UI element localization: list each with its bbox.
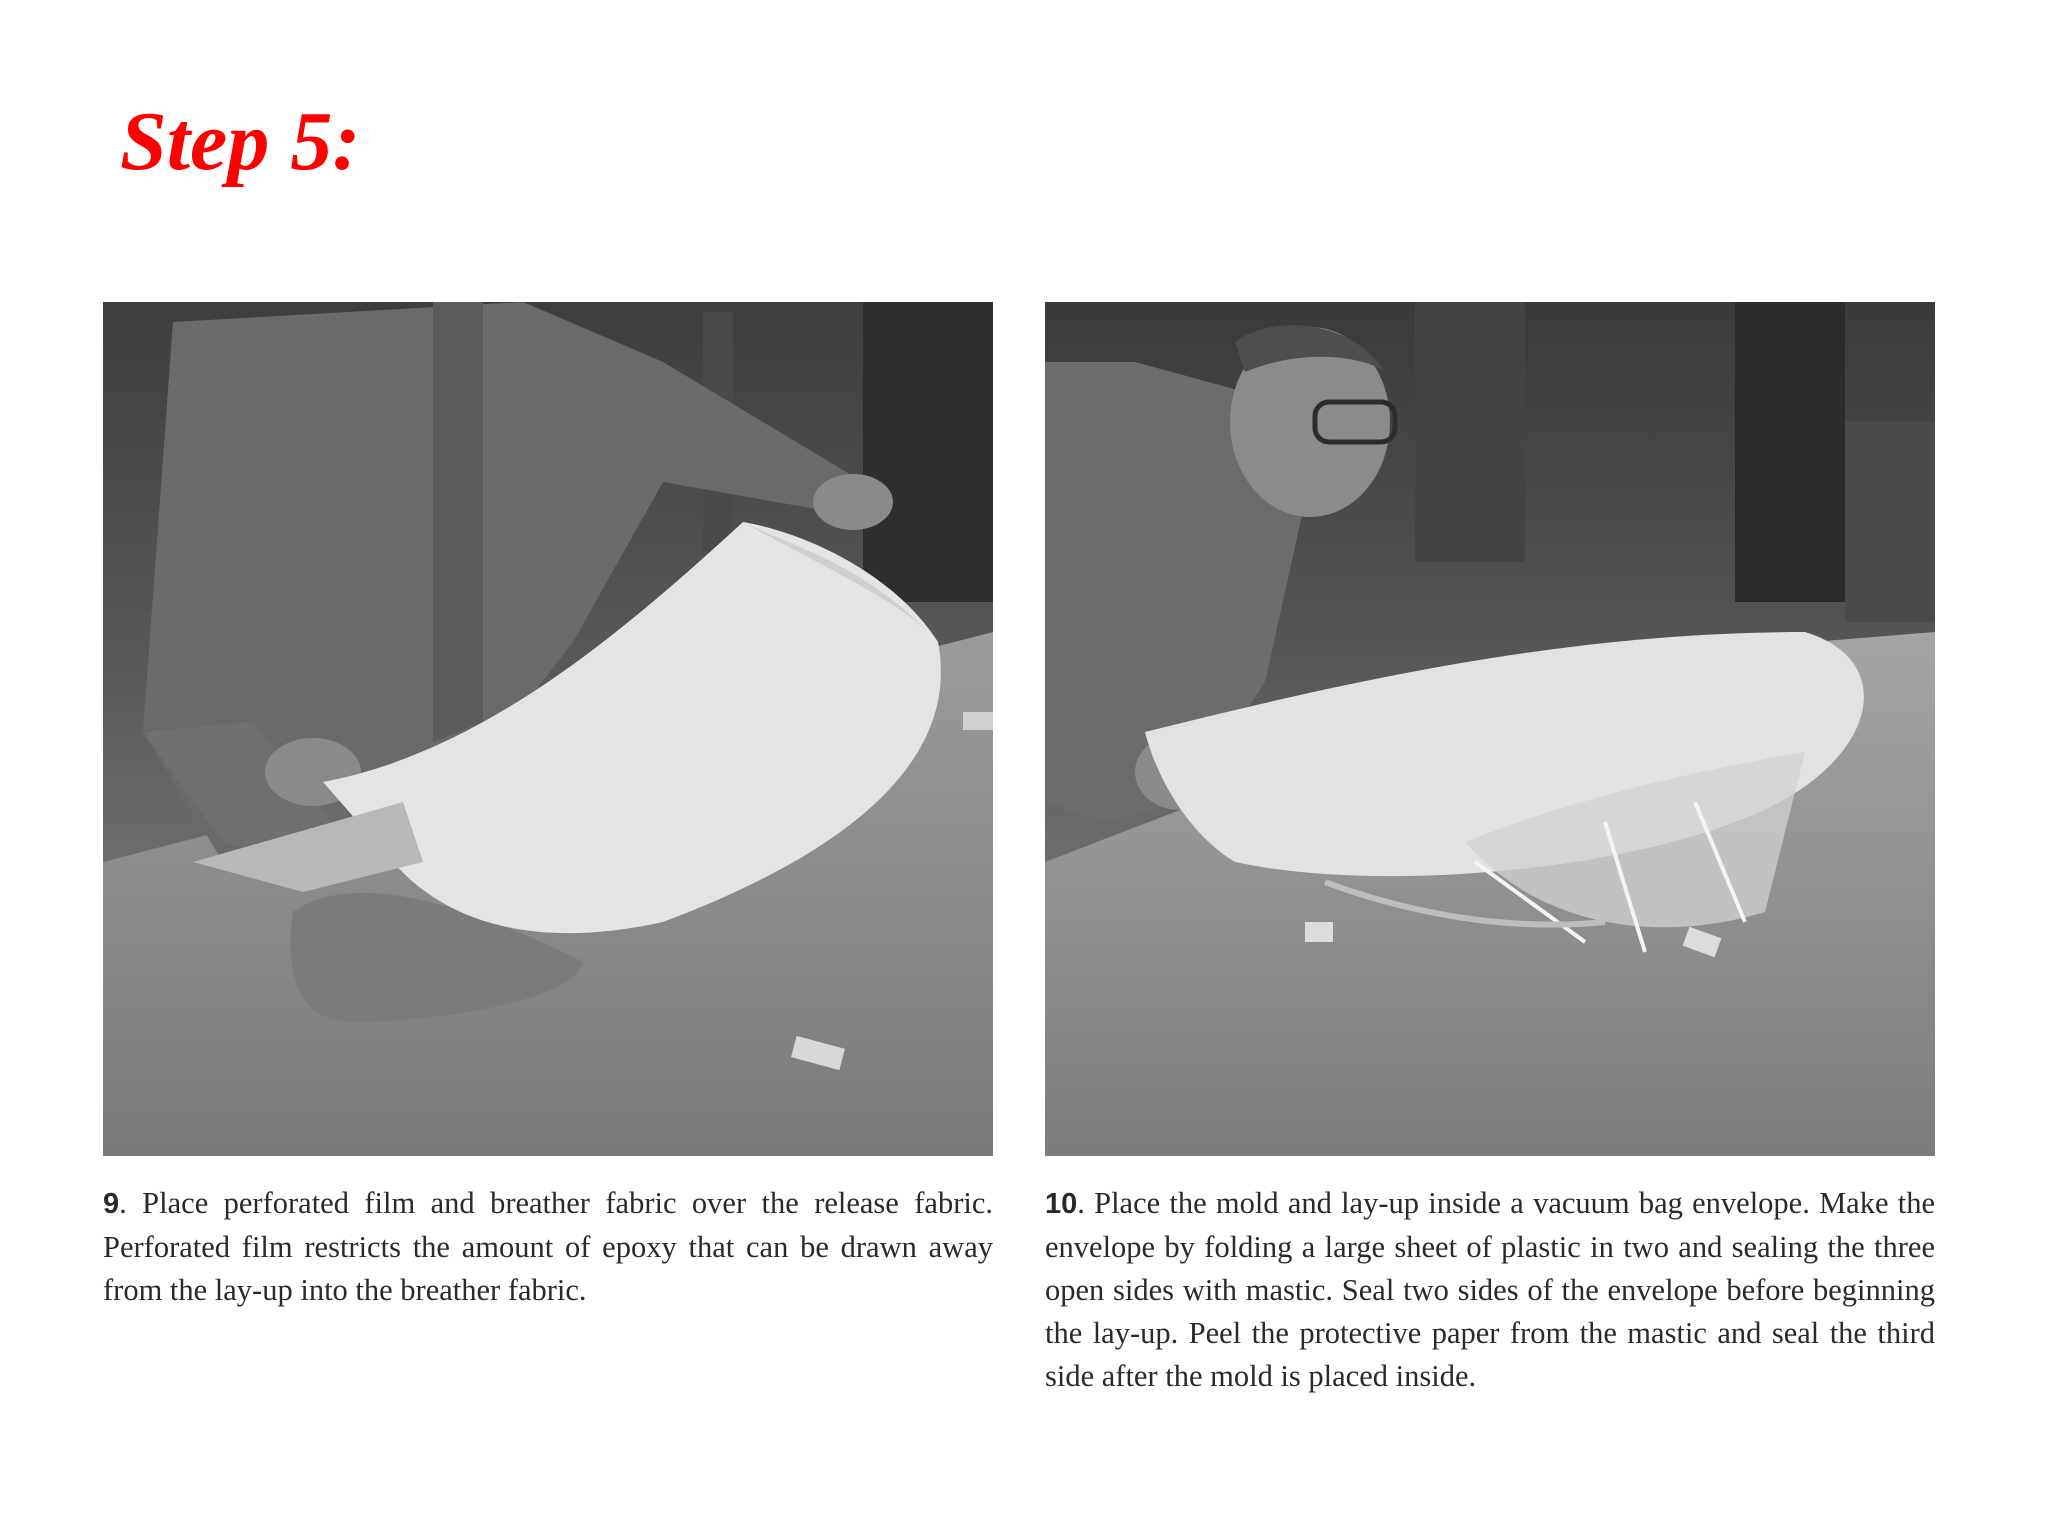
caption-text: . Place perforated film and breather fabric over the release fabric. Perforated film restricts the amount of epoxy that can be drawn away from the lay-up into the breather fabric. — [103, 1186, 993, 1307]
figure-9 — [103, 302, 993, 1312]
photo-perforated-film — [103, 302, 993, 1156]
caption-number: 9 — [103, 1188, 120, 1220]
figure-10 — [1045, 302, 1935, 1398]
page-title: Step 5: — [120, 95, 361, 188]
photo-vacuum-bag — [1045, 302, 1935, 1156]
caption-number: 10 — [1045, 1188, 1078, 1220]
caption-10 — [1045, 1182, 1935, 1398]
caption-text: . Place the mold and lay-up inside a vacuum bag envelope. Make the envelope by folding a large sheet of plastic in two and sealing the three open sides with mastic. Seal two sides of the envelope before beginning the lay-up. Peel the protective paper from the mastic and seal the third side after the mold is placed inside. — [1045, 1186, 1935, 1393]
caption-9 — [103, 1182, 993, 1312]
